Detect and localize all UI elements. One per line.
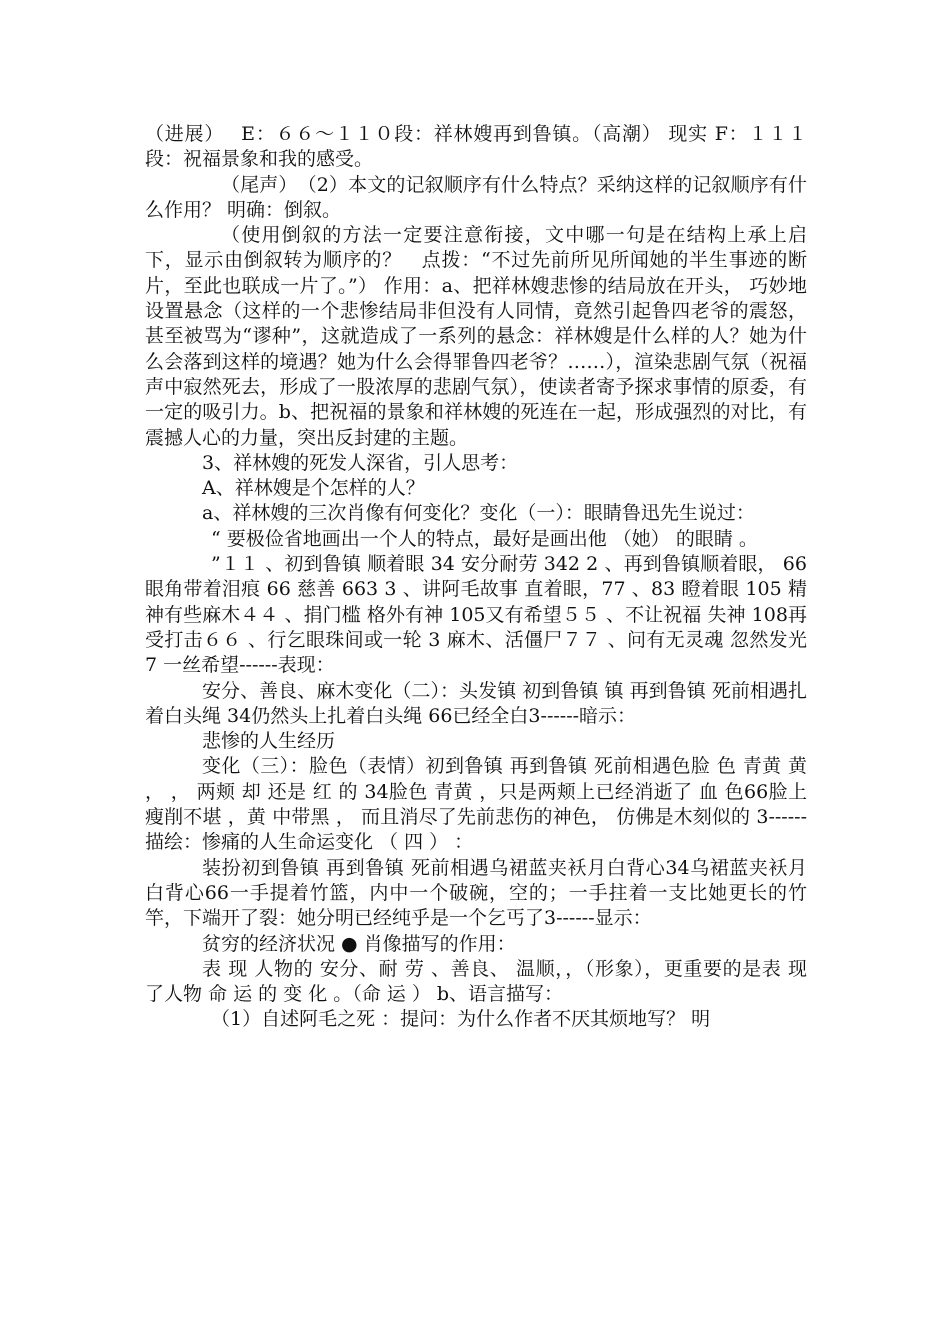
paragraph-6: a、祥林嫂的三次肖像有何变化？变化（一）：眼睛鲁迅先生说过： bbox=[202, 502, 755, 525]
paragraph-14: 表 现 人物的 安分、耐 劳 、善良、 温顺，，（形象），更重要的是表 现 了人物 命 运 的 变 化 。（命 运 ） b、语言描写： bbox=[145, 957, 814, 1006]
paragraph-12: 装扮初到鲁镇 再到鲁镇 死前相遇乌裙蓝夹袄月白背心34乌裙蓝夹袄月白背心66一手提着竹篮，内中一个破碗，空的；一手拄着一支比她更长的竹竿，下端开了裂：她分明已经纯乎是一个乞丐了3------显示： bbox=[145, 856, 807, 930]
paragraph-11: 变化（三）：脸色（表情）初到鲁镇 再到鲁镇 死前相遇色脸 色 青黄 黄 ， ， 两颊 却 还是 红 的 34脸色 青黄 ，只是两颊上已经消逝了 血 色66脸上瘦削不堪 ，黄 中带黑 ， 而且消尽了先前悲伤的神色， 仿佛是木刻似的 3------描绘：惨痛的人生命运变化 （ 四 ） ： bbox=[145, 755, 814, 854]
paragraph-9: 安分、善良、麻木变化（二）：头发镇 初到鲁镇 镇 再到鲁镇 死前相遇扎着白头绳 34仍然头上扎着白头绳 66已经全白3------暗示： bbox=[145, 679, 807, 727]
paragraph-4: 3、祥林嫂的死发人深省，引人思考： bbox=[202, 451, 519, 474]
paragraph-2: （尾声） （2）本文的记叙顺序有什么特点？采纳这样的记叙顺序有什么作用？ 明确：倒叙。 bbox=[145, 173, 807, 221]
paragraph-10: 悲惨的人生经历 bbox=[202, 730, 336, 753]
paragraph-7: “ 要极俭省地画出一个人的特点，最好是画出他 （她） 的眼睛 。 bbox=[211, 527, 758, 550]
document-page bbox=[145, 122, 814, 1033]
paragraph-1: （进展） E：６６～１１０段：祥林嫂再到鲁镇。（高潮） 现实 F：１１１段：祝福景象和我的感受。 bbox=[145, 123, 807, 171]
paragraph-13: 贫穷的经济状况 ● 肖像描写的作用： bbox=[202, 932, 516, 955]
paragraph-3: （使用倒叙的方法一定要注意衔接，文中哪一句是在结构上承上启下，显示由倒叙转为顺序的？ 点拨：“不过先前所见所闻她的半生事迹的断片，至此也联成一片了。”） 作用：a、把祥林嫂悲惨的结局放在开头， 巧妙地设置悬念（这样的一个悲惨结局非但没有人同情，竟然引起鲁四老爷的震怒，甚至被骂为“谬种”，这就造成了一系列的悬念：祥林嫂是什么样的人？她为什么会落到这样的境遇？她为什么会得罪鲁四老爷？……），渲染悲剧气氛（祝福声中寂然死去，形成了一股浓厚的悲剧气氛），使读者寄予探求事情的原委，有一定的吸引力。b、把祝福的景象和祥林嫂的死连在一起，形成强烈的对比，有震撼人心的力量，突出反封建的主题。 bbox=[145, 224, 807, 449]
paragraph-15: （1）自述阿毛之死 ：提问：为什么作者不厌其烦地写？ 明 bbox=[211, 1008, 711, 1031]
paragraph-5: A、祥林嫂是个怎样的人？ bbox=[202, 477, 425, 500]
paragraph-8: ”１１ 、初到鲁镇 顺着眼 34 安分耐劳 342 2 、再到鲁镇顺着眼， 66眼角带着泪痕 66 慈善 663 3 、讲阿毛故事 直着眼，77 、83 瞪着眼 105 精神有些麻木４４ 、捐门槛 格外有神 105又有希望５５ 、不让祝福 失神 108再受打击６６ 、行乞眼珠间或一轮 3 麻木、活僵尸７７ 、问有无灵魂 忽然发光 7 一丝希望------表现： bbox=[145, 553, 814, 677]
